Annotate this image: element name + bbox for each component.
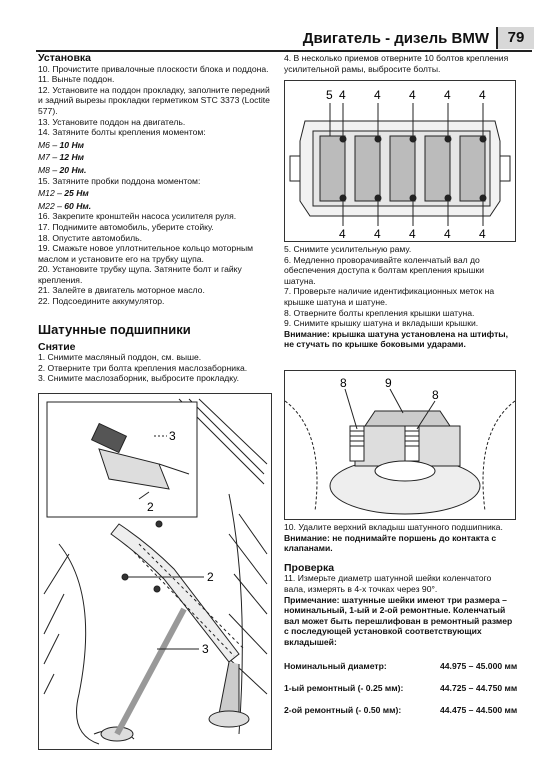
install-step-19: 19. Смажьте новое уплотнительное кольцо моторным маслом и установите его на трубку щупа.	[38, 243, 254, 264]
step-7: 7. Проверьте наличие идентификационных меток на крышке шатуна и шатуне.	[284, 286, 495, 307]
install-step-10: 10. Прочистите привалочные плоскости блока и поддона.	[38, 63, 269, 74]
fig2-label-4c: 4	[409, 88, 416, 102]
fig1-label-2a: 2	[147, 500, 154, 514]
install-step-11: 11. Выньте поддон.	[38, 74, 115, 85]
step-6: 6. Медленно проворачивайте коленчатый вал до обеспечения доступа к болтам крепления крышки шатуна.	[284, 254, 485, 286]
oil-pickup-figure	[38, 393, 272, 750]
step-5: 5. Снимите усилительную раму.	[284, 244, 412, 254]
fig3-label-8a: 8	[340, 376, 347, 390]
removal-step-1: 1. Снимите масляный поддон, см. выше.	[38, 352, 202, 363]
spec-nominal: Номинальный диаметр: 44.975 – 45.000 мм	[284, 661, 518, 671]
torque-m6: М6 – 10 Нм	[38, 139, 85, 150]
rod-cap-figure	[284, 370, 516, 520]
bearings-heading: Шатунные подшипники	[38, 322, 191, 337]
removal-step-2: 2. Отверните три болта крепления маслозаборника.	[38, 362, 248, 373]
spec-repair-1: 1-ый ремонтный (- 0.25 мм): 44.725 – 44.750 мм	[284, 683, 518, 693]
install-step-15: 15. Затяните пробки поддона моментом:	[38, 175, 201, 186]
warning-valves: Внимание: не поднимайте поршень до контакта с клапанами.	[284, 532, 497, 554]
removal-heading: Снятие	[38, 340, 76, 353]
fig1-label-3b: 3	[202, 642, 209, 656]
fig2-label-4f: 4	[339, 227, 346, 241]
page-header-title: Двигатель - дизель BMW	[302, 30, 489, 47]
fig2-label-4d: 4	[444, 88, 451, 102]
header-rule	[36, 50, 532, 52]
bearings-section	[38, 322, 270, 384]
step-10: 10. Удалите верхний вкладыш шатунного подшипника.	[284, 522, 503, 532]
fig2-label-4h: 4	[409, 227, 416, 241]
install-step-14: 14. Затяните болты крепления моментом:	[38, 127, 206, 138]
fig2-label-4g: 4	[374, 227, 381, 241]
fig3-label-9: 9	[385, 376, 392, 390]
torque-m8: М8 – 20 Нм.	[38, 164, 87, 175]
install-step-12: 12. Установите на поддон прокладку, заполните передний и задний вырезы прокладки герметиком STC 3373 (Loctite 577).	[38, 84, 270, 116]
install-heading: Установка	[38, 52, 91, 64]
check-heading: Проверка	[284, 561, 335, 574]
spec-repair-2: 2-ой ремонтный (- 0.50 мм): 44.475 – 44.500 мм	[284, 705, 518, 715]
step-8: 8. Отверните болты крепления крышки шатуна.	[284, 307, 475, 318]
install-step-17: 17. Поднимите автомобиль, уберите стойку.	[38, 221, 214, 232]
fig2-label-5: 5	[326, 88, 333, 102]
torque-m12: М12 – 25 Нм	[38, 188, 89, 199]
install-step-21: 21. Залейте в двигатель моторное масло.	[38, 285, 205, 296]
step-11: 11. Измерьте диаметр шатунной шейки коленчатого вала, измерять в 4-х точках через 90°.	[284, 573, 492, 594]
step4-text	[284, 53, 514, 74]
torque-m22: М22 – 60 Нм.	[38, 200, 92, 211]
install-step-22: 22. Подсоедините аккумулятор.	[38, 296, 165, 307]
rod-cap-illustration	[285, 371, 515, 519]
fig1-label-3a: 3	[169, 429, 176, 443]
removal-step-3: 3. Снимите маслозаборник, выбросите прокладку.	[38, 373, 239, 384]
fig2-label-4i: 4	[444, 227, 451, 241]
fig2-label-4e: 4	[479, 88, 486, 102]
fig2-label-4b: 4	[374, 88, 381, 102]
fig1-label-2b: 2	[207, 570, 214, 584]
warning-pins: Внимание: крышка шатуна установлена на штифты, не стучать по крышке боковыми ударами.	[284, 328, 509, 350]
step10-section	[284, 522, 514, 648]
oil-pickup-illustration	[39, 394, 271, 749]
install-step-18: 18. Опустите автомобиль.	[38, 232, 142, 243]
note-sizes: Примечание: шатунные шейки имеют три размера – номинальный, 1-ый и 2-ой ремонтные. Коленчатый вал может быть перешлифован в ремонтный размер с последующей установкой соответствующих вкладышей:	[284, 594, 513, 647]
frame-bolts-figure	[284, 80, 516, 242]
torque-m7: М7 – 12 Нм	[38, 152, 85, 163]
fig2-label-4j: 4	[479, 227, 486, 241]
install-step-16: 16. Закрепите кронштейн насоса усилителя руля.	[38, 211, 237, 222]
steps-5-9	[284, 244, 514, 350]
fig3-label-8b: 8	[432, 388, 439, 402]
frame-bolts-illustration	[285, 81, 515, 241]
step-4: 4. В несколько приемов отверните 10 болтов крепления усилительной рамы, выбросите болты.	[284, 53, 509, 74]
fig2-label-4a: 4	[339, 88, 346, 102]
install-step-13: 13. Установите поддон на двигатель.	[38, 116, 186, 127]
install-step-20: 20. Установите трубку щупа. Затяните болт и гайку крепления.	[38, 264, 242, 285]
page-number: 79	[496, 27, 534, 49]
install-section	[38, 53, 270, 307]
step-9: 9. Снимите крышку шатуна и вкладыши крышки.	[284, 318, 479, 329]
